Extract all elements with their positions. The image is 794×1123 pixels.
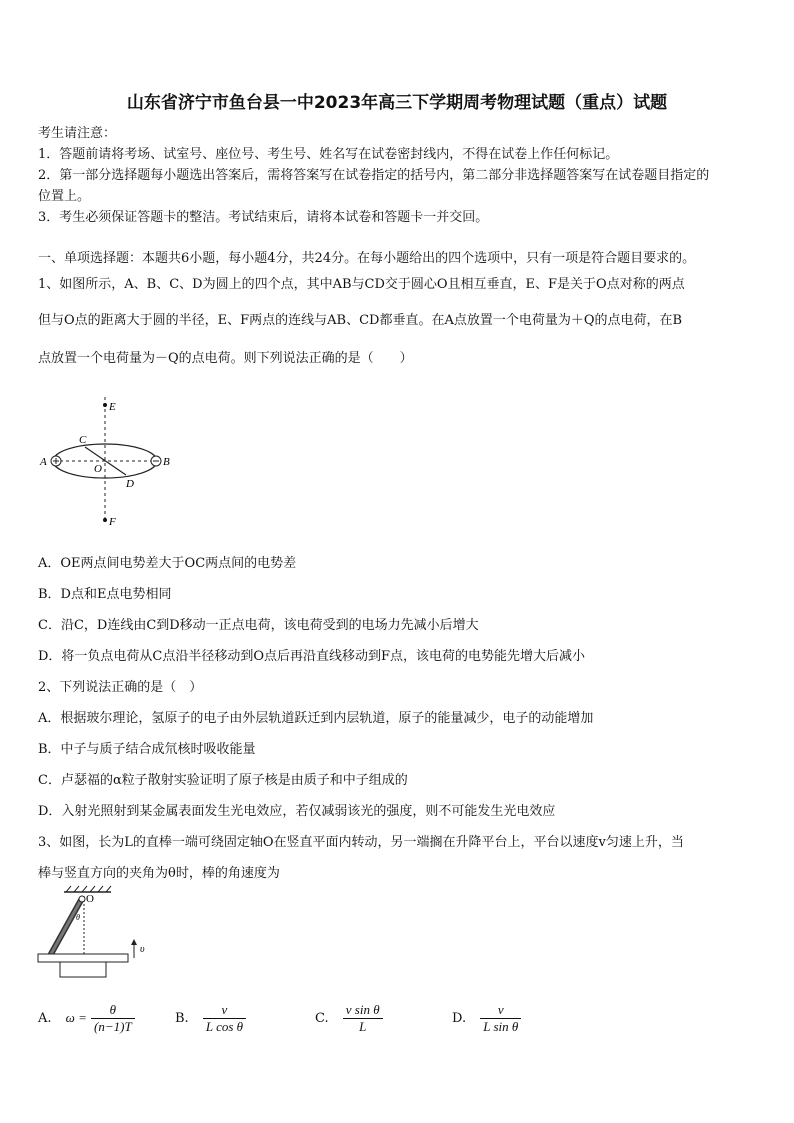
q1-option-d[interactable]: D．将一负点电荷从C点沿半径移动到O点后再沿直线移动到F点，该电荷的电势能先增大后减小: [38, 649, 586, 664]
label-o: O: [94, 463, 102, 475]
choice-c-denominator: L: [359, 1019, 367, 1034]
label-b: B: [163, 456, 170, 468]
choice-a-label: A.: [38, 1011, 52, 1026]
platform-base: [60, 962, 106, 977]
choice-a-numerator: θ: [91, 1002, 135, 1019]
q3-choice-a[interactable]: [38, 1002, 135, 1035]
q1-stem-line-2: 但与O点的距离大于圆的半径，E、F两点的连线与AB、CD都垂直。在A点放置一个电荷量为＋Q的点电荷，在B: [38, 313, 683, 328]
choice-d-label: D.: [452, 1011, 467, 1026]
q2-option-b[interactable]: B．中子与质子结合成氘核时吸收能量: [38, 742, 256, 757]
q3-choice-d[interactable]: [452, 1002, 521, 1035]
notice-item-2-cont: 位置上。: [38, 189, 91, 204]
notice-item-3: 3．考生必须保证答题卡的整洁。考试结束后，请将本试卷和答题卡一并交回。: [38, 210, 489, 225]
choice-b-label: B.: [175, 1011, 189, 1026]
q3-choice-c[interactable]: [315, 1002, 383, 1035]
platform: [38, 954, 128, 962]
choice-c-numerator: v sin θ: [343, 1002, 383, 1019]
choice-a-prefix: ω =: [65, 1010, 87, 1025]
q1-figure: [38, 393, 188, 533]
choice-b-fraction: [203, 1002, 246, 1035]
q2-stem: 2、下列说法正确的是（ ）: [38, 680, 203, 695]
point-f: [103, 518, 107, 522]
choice-c-fraction: [343, 1002, 383, 1035]
label-f: F: [109, 516, 116, 528]
label-e: E: [109, 401, 116, 413]
label-d: D: [126, 478, 134, 490]
choice-b-denominator: L cos θ: [205, 1019, 244, 1034]
q1-stem-line-1: 1、如图所示，A、B、C、D为圆上的四个点，其中AB与CD交于圆心O且相互垂直，E、F是关于O点对称的两点: [38, 277, 685, 292]
q1-option-a[interactable]: A．OE两点间电势差大于OC两点间的电势差: [38, 556, 297, 571]
notice-item-1: 1．答题前请将考场、试室号、座位号、考生号、姓名写在试卷密封线内，不得在试卷上作任何标记。: [38, 147, 619, 162]
choice-c-label: C.: [315, 1011, 329, 1026]
q3-figure: [36, 884, 156, 984]
choice-b-numerator: v: [203, 1002, 246, 1019]
notice-heading: 考生请注意：: [38, 126, 117, 141]
choice-d-fraction: [480, 1002, 521, 1035]
choice-a-denominator: (n−1)T: [94, 1019, 132, 1034]
choice-d-denominator: L sin θ: [483, 1019, 519, 1034]
q2-option-a[interactable]: A．根据玻尔理论，氢原子的电子由外层轨道跃迁到内层轨道，原子的能量减少，电子的动能增加: [38, 711, 594, 726]
q3-choice-b[interactable]: [175, 1002, 246, 1035]
q2-option-c[interactable]: C．卢瑟福的α粒子散射实验证明了原子核是由质子和中子组成的: [38, 773, 408, 788]
q3-stem-line-1: 3、如图，长为L的直棒一端可绕固定轴O在竖直平面内转动，另一端搁在升降平台上，平台以速度v匀速上升，当: [38, 835, 684, 850]
label-theta: θ: [76, 913, 80, 922]
q1-option-b[interactable]: B．D点和E点电势相同: [38, 587, 172, 602]
q3-stem-line-2: 棒与竖直方向的夹角为θ时，棒的角速度为: [38, 866, 280, 881]
choice-d-numerator: v: [480, 1002, 521, 1019]
label-a: A: [40, 456, 47, 468]
section-heading: 一、单项选择题：本题共6小题，每小题4分，共24分。在每小题给出的四个选项中，只有一项是符合题目要求的。: [38, 251, 696, 266]
label-o: O: [86, 893, 94, 905]
pivot-icon: [79, 896, 85, 902]
q1-option-c[interactable]: C．沿C，D连线由C到D移动一正点电荷，该电荷受到的电场力先减小后增大: [38, 618, 479, 633]
notice-item-2: 2．第一部分选择题每小题选出答案后，需将答案写在试卷指定的括号内，第二部分非选择题答案写在试卷题目指定的: [38, 168, 710, 183]
point-e: [103, 403, 107, 407]
q2-option-d[interactable]: D．入射光照射到某金属表面发生光电效应，若仅减弱该光的强度，则不可能发生光电效应: [38, 804, 556, 819]
label-v: υ: [140, 944, 145, 955]
label-c: C: [79, 434, 87, 446]
choice-a-fraction: [91, 1002, 135, 1035]
page-title: 山东省济宁市鱼台县一中2023年高三下学期周考物理试题（重点）试题: [126, 93, 668, 113]
q1-stem-line-3: 点放置一个电荷量为－Q的点电荷。则下列说法正确的是（ ）: [38, 351, 413, 366]
